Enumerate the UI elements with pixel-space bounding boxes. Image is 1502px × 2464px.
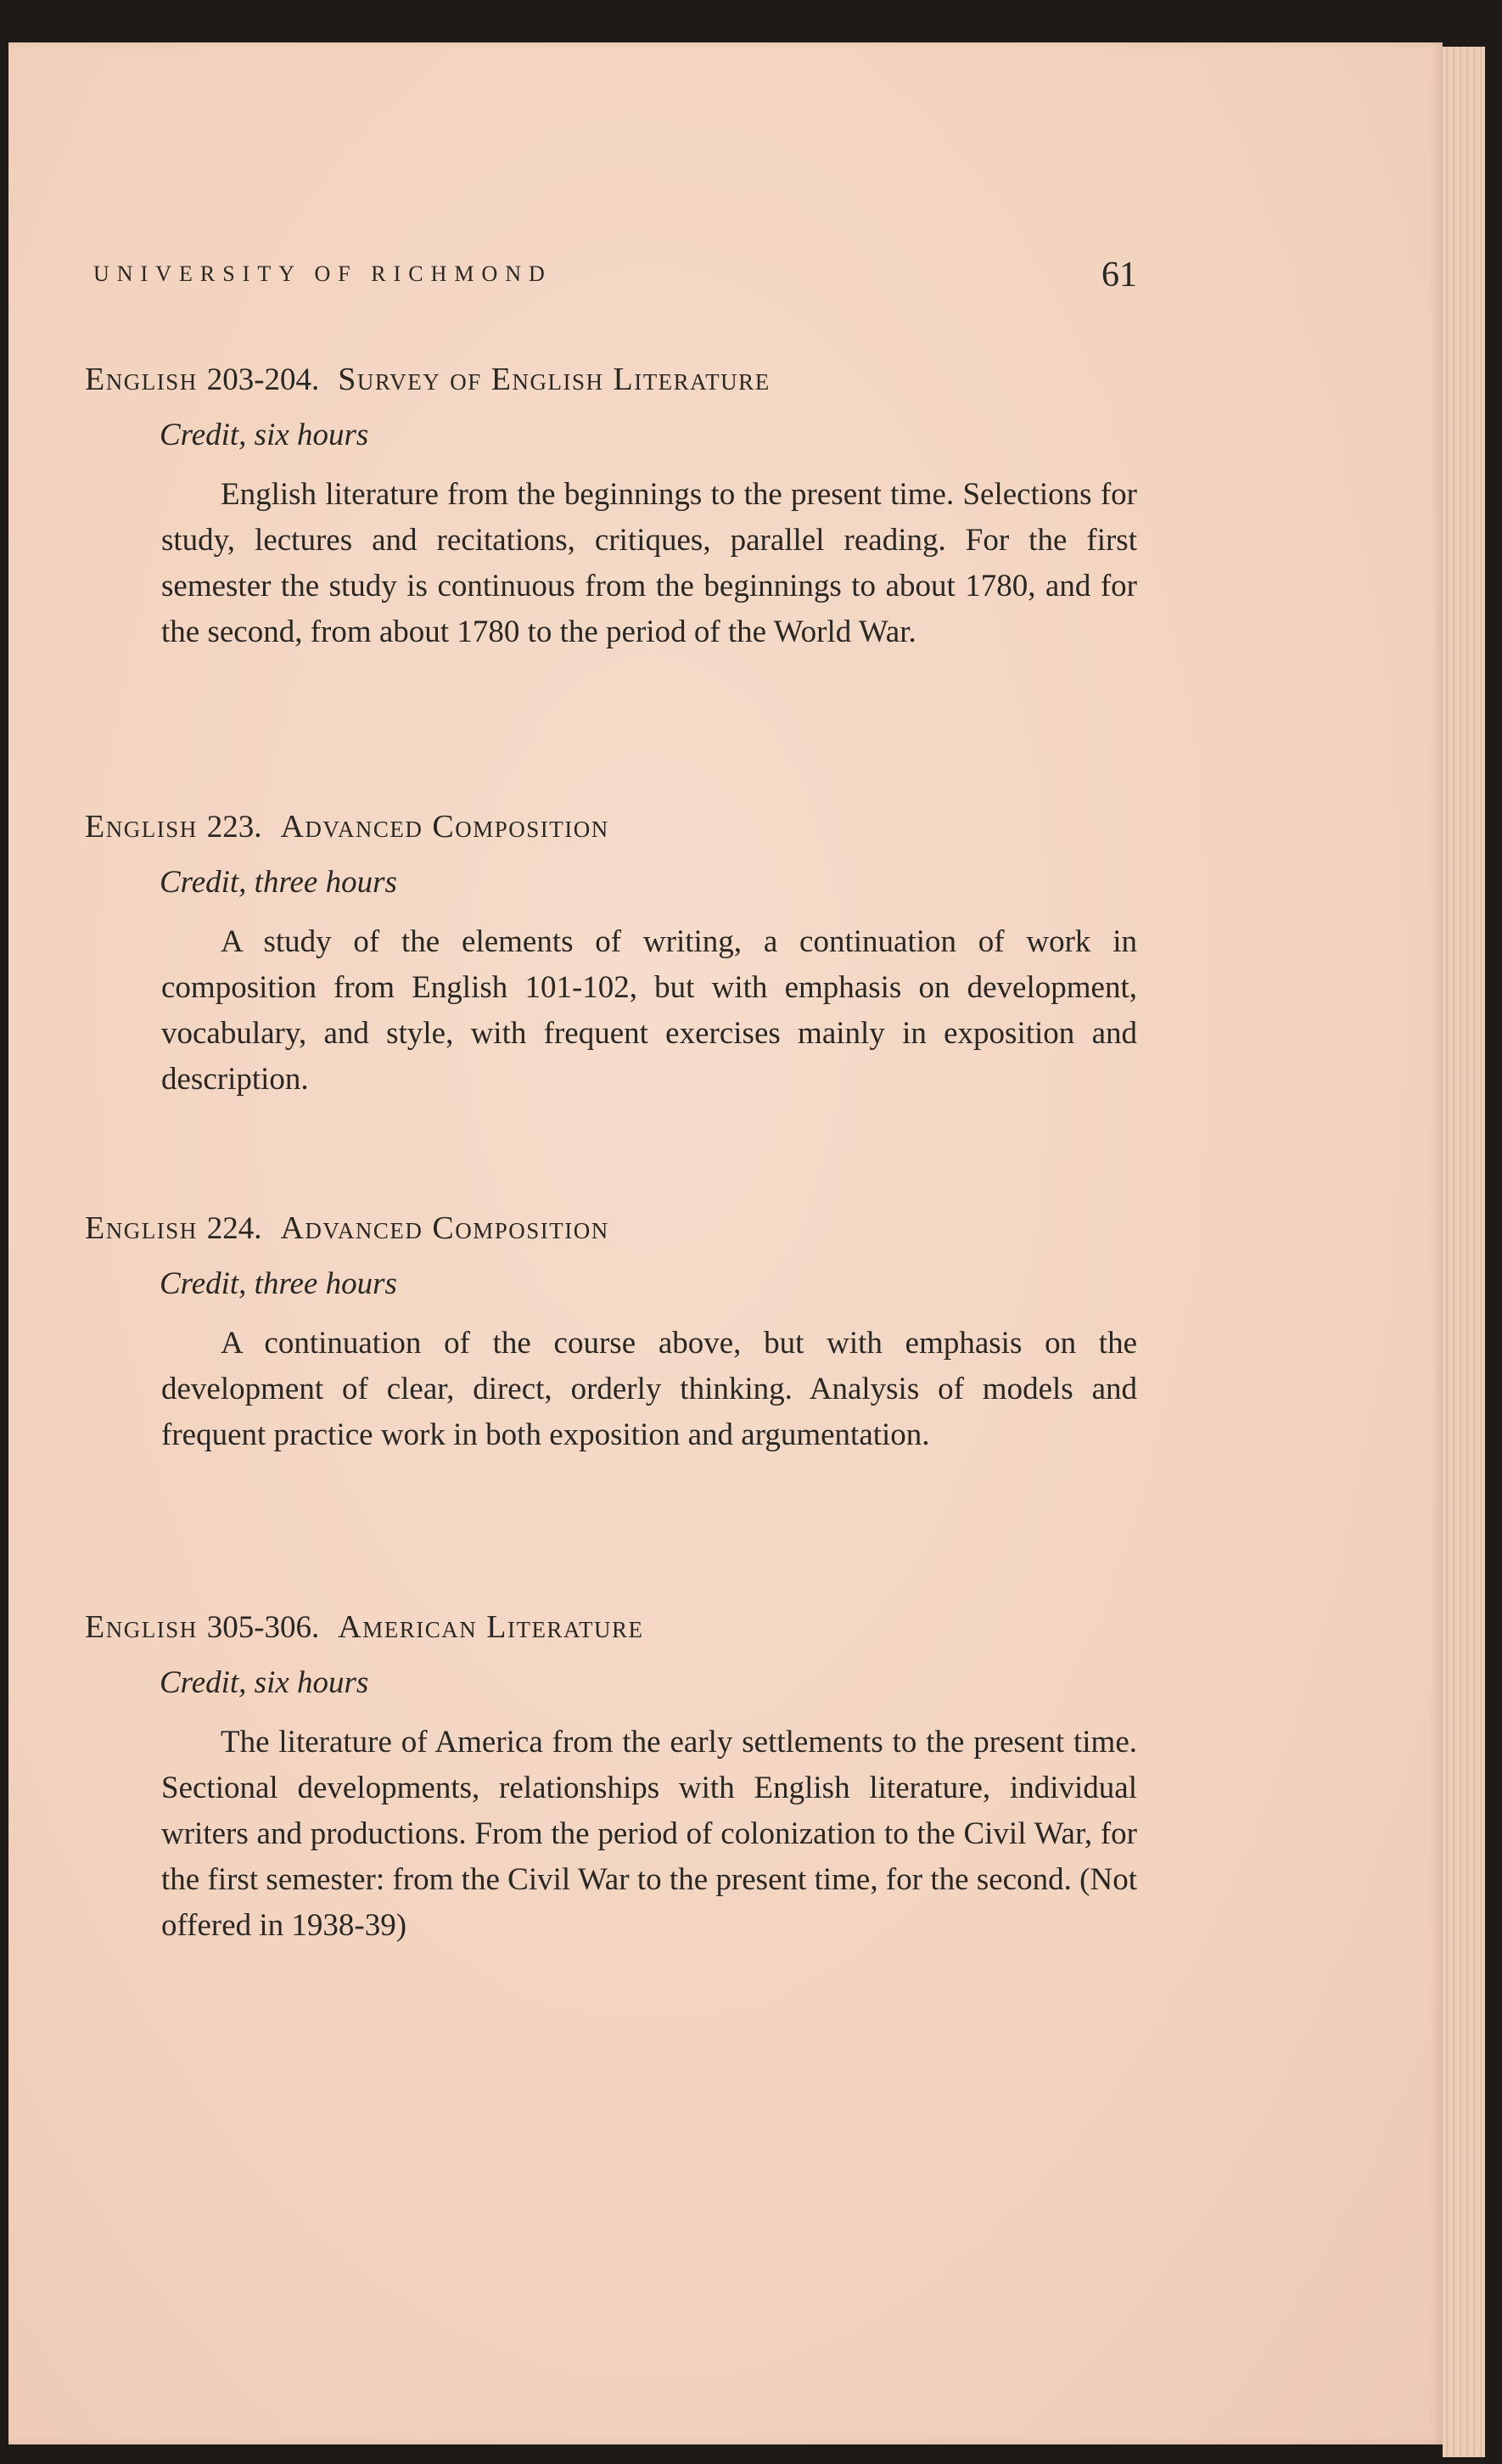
course-description: A continuation of the course above, but with emphasis on the development of clear, direct, orderly thinking. Analysis of models and frequent practice work in both exposition and argumentation. [161, 1326, 1137, 1452]
course-prefix: English [85, 1210, 198, 1246]
course-description: English literature from the beginnings to the present time. Selections for study, lectures and recitations, critiques, parallel reading. For the first semester the study is continuous from the beginnings to about 1780, and for the second, from about 1780 to the period of the World War. [161, 477, 1137, 649]
course-heading [85, 1608, 1137, 1646]
course-number: 305-306. [206, 1610, 320, 1645]
course-prefix: English [85, 362, 198, 397]
course-credit: Credit, three hours [160, 1266, 397, 1301]
course-prefix: English [85, 809, 198, 845]
course-title: Advanced Composition [280, 809, 609, 845]
course-title: Survey of English Literature [338, 362, 771, 397]
course-credit: Credit, six hours [160, 418, 369, 452]
course-credit: Credit, three hours [160, 865, 397, 900]
course-prefix: English [85, 1609, 198, 1645]
running-head-title: UNIVERSITY OF RICHMOND [93, 261, 552, 286]
course-title: Advanced Composition [280, 1210, 609, 1246]
course-description: A study of the elements of writing, a continuation of work in composition from English 101-102, but with emphasis on development, vocabulary, and style, with frequent exercises mainly in exposition and description. [161, 924, 1137, 1097]
course-heading [85, 808, 1137, 845]
course-number: 224. [206, 1211, 262, 1246]
course-heading [85, 361, 1137, 398]
course-entry [85, 1210, 1137, 1458]
course-number: 223. [206, 810, 262, 845]
course-entry [85, 361, 1137, 655]
course-credit: Credit, six hours [160, 1665, 369, 1700]
course-description: The literature of America from the early settlements to the present time. Sectional developments, relationships with English literature, individual writers and productions. From the period of colonization to the Civil War, for the first semester: from the Civil War to the present time, for the second. (Not offered in 1938-39) [161, 1725, 1137, 1943]
page-number: 61 [1101, 255, 1137, 295]
course-title: American Literature [338, 1609, 644, 1645]
course-number: 203-204. [206, 362, 320, 397]
page-edges [1443, 47, 1485, 2457]
course-heading [85, 1210, 1137, 1247]
course-entry [85, 1608, 1137, 1949]
course-entry [85, 808, 1137, 1103]
running-head [93, 255, 1137, 295]
